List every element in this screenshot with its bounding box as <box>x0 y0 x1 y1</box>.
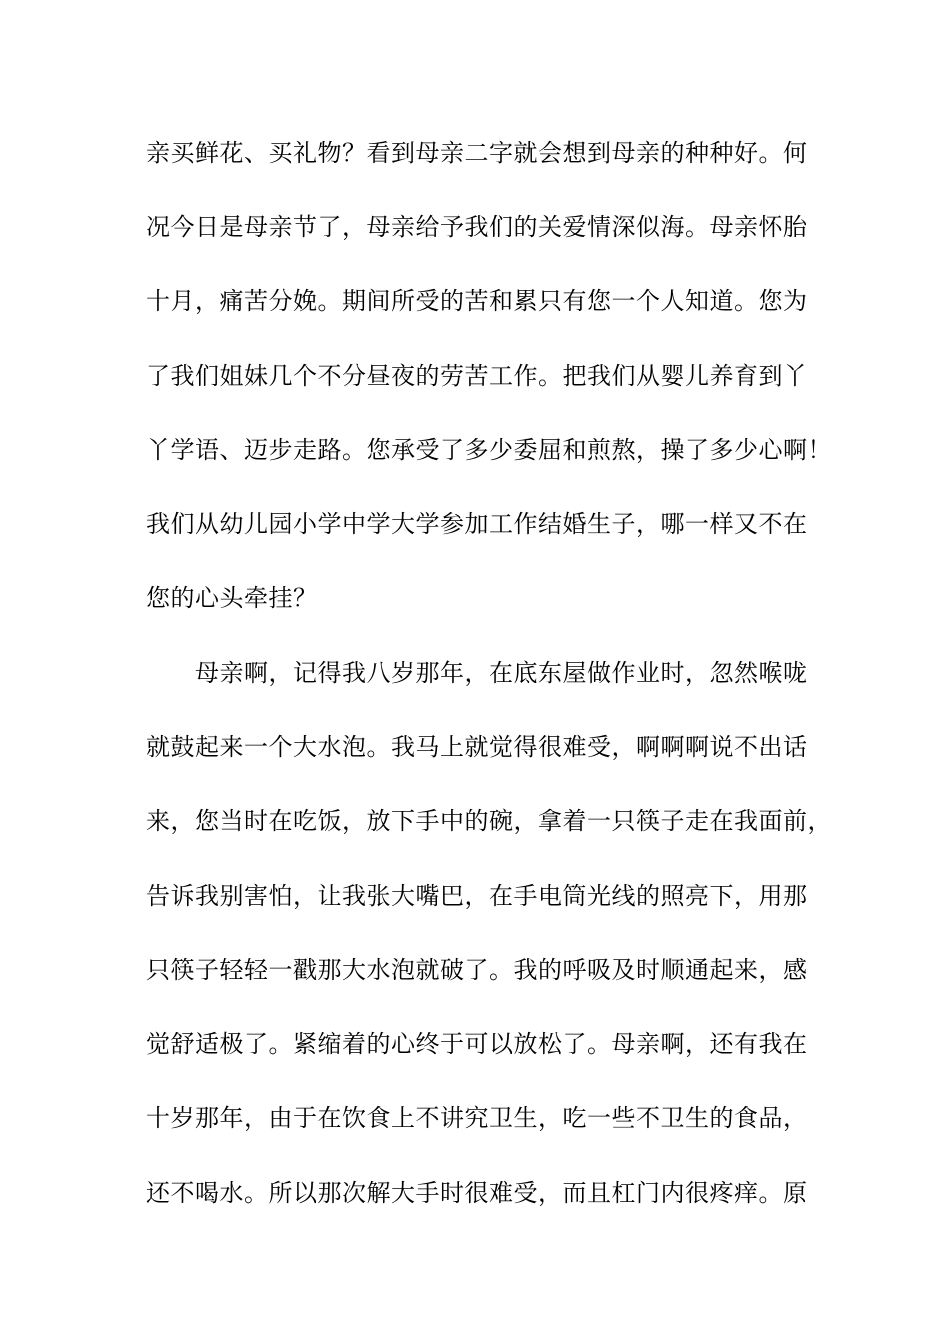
text-line: 了我们姐妹几个不分昼夜的劳苦工作。把我们从婴儿养育到丫 <box>146 362 808 390</box>
text-line: 觉舒适极了。紧缩着的心终于可以放松了。母亲啊，还有我在 <box>146 1030 808 1058</box>
text-line: 十岁那年，由于在饮食上不讲究卫生，吃一些不卫生的食品， <box>146 1104 808 1132</box>
text-line: 就鼓起来一个大水泡。我马上就觉得很难受，啊啊啊说不出话 <box>146 733 808 761</box>
text-line: 告诉我别害怕，让我张大嘴巴，在手电筒光线的照亮下，用那 <box>146 882 808 910</box>
text-line: 母亲啊，记得我八岁那年，在底东屋做作业时，忽然喉咙 <box>146 659 808 687</box>
text-line: 来，您当时在吃饭，放下手中的碗，拿着一只筷子走在我面前， <box>146 807 832 835</box>
text-line: 您的心头牵挂？ <box>146 584 318 612</box>
text-line: 亲买鲜花、买礼物？看到母亲二字就会想到母亲的种种好。何 <box>146 139 808 167</box>
text-line: 只筷子轻轻一戳那大水泡就破了。我的呼吸及时顺通起来，感 <box>146 956 808 984</box>
text-line: 况今日是母亲节了，母亲给予我们的关爱情深似海。母亲怀胎 <box>146 213 808 241</box>
text-line: 丫学语、迈步走路。您承受了多少委屈和煎熬，操了多少心啊！ <box>146 436 832 464</box>
text-line: 十月，痛苦分娩。期间所受的苦和累只有您一个人知道。您为 <box>146 287 808 315</box>
text-line: 还不喝水。所以那次解大手时很难受，而且杠门内很疼痒。原 <box>146 1179 808 1207</box>
text-line: 我们从幼儿园小学中学大学参加工作结婚生子，哪一样又不在 <box>146 510 808 538</box>
